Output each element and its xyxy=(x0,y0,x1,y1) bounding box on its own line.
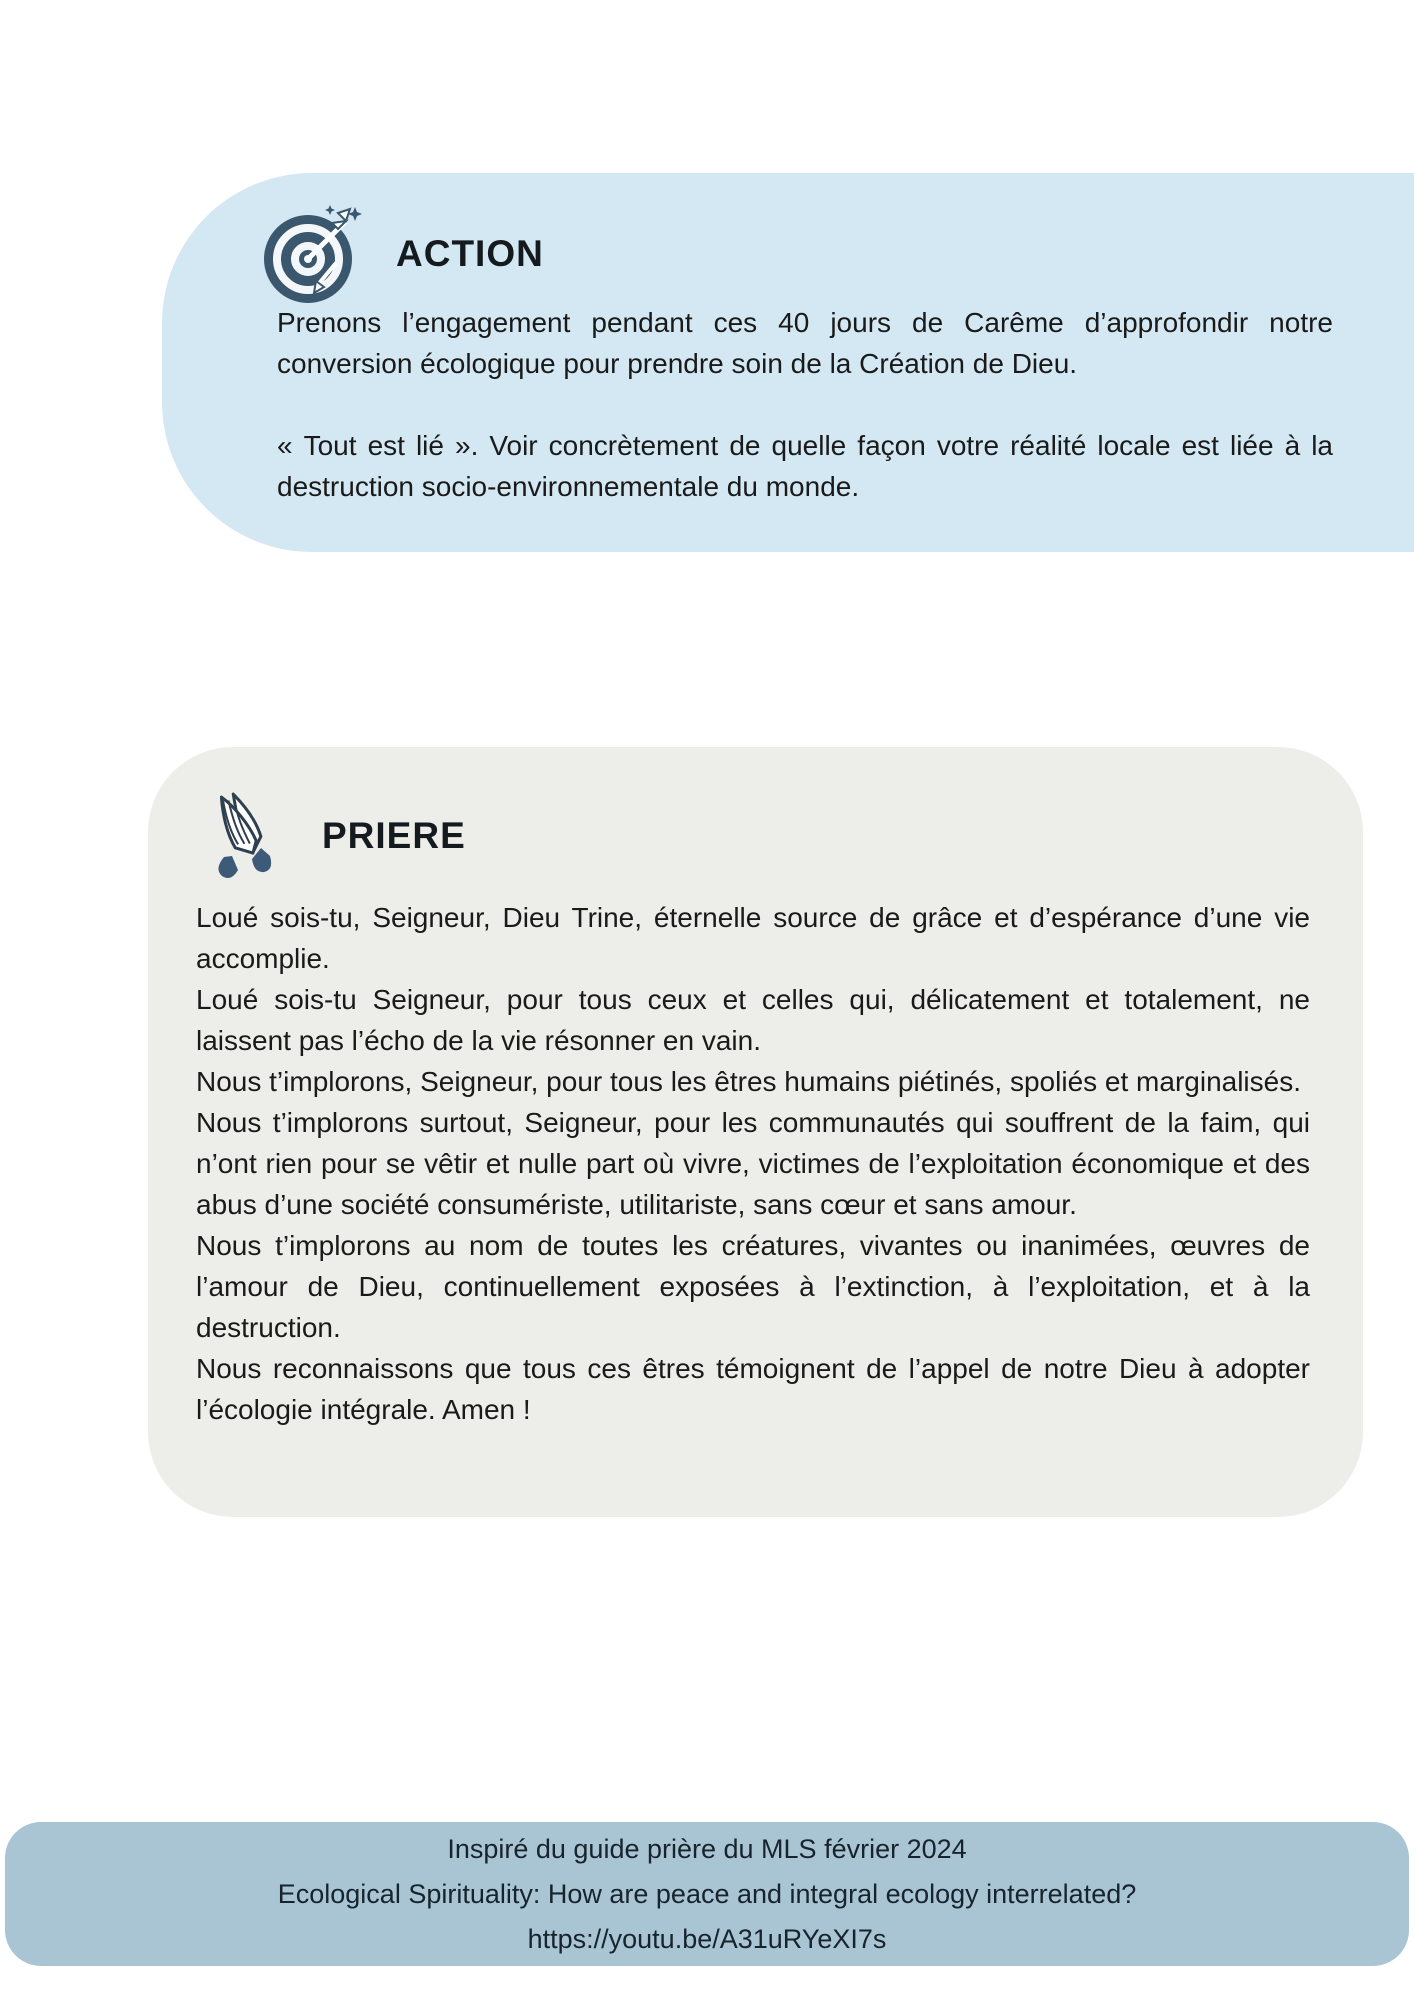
action-card-header xyxy=(258,201,544,307)
prayer-paragraph: Nous reconnaissons que tous ces êtres témoignent de l’appel de notre Dieu à adopter l’écologie intégrale. Amen ! xyxy=(196,1353,1310,1425)
prayer-paragraph: Loué sois-tu, Seigneur, Dieu Trine, éternelle source de grâce et d’espérance d’une vie accomplie. xyxy=(196,902,1310,974)
prayer-paragraph: Nous t’implorons au nom de toutes les créatures, vivantes ou inanimées, œuvres de l’amour de Dieu, continuellement exposées à l’extinction, à l’exploitation, et à la destruction. xyxy=(196,1230,1310,1343)
action-title: ACTION xyxy=(396,233,544,274)
praying-hands-icon xyxy=(194,783,294,889)
footer-credit-line: Inspiré du guide prière du MLS février 2024 xyxy=(447,1833,967,1864)
prayer-paragraph: Nous t’implorons, Seigneur, pour tous les êtres humains piétinés, spoliés et marginalisés. xyxy=(196,1066,1302,1097)
footer xyxy=(5,1822,1409,1966)
action-card xyxy=(162,173,1414,552)
prayer-title: PRIERE xyxy=(322,815,466,856)
footer-credit-line: Ecological Spirituality: How are peace and integral ecology interrelated? xyxy=(277,1878,1137,1909)
prayer-paragraph: Loué sois-tu Seigneur, pour tous ceux et celles qui, délicatement et totalement, ne laissent pas l’écho de la vie résonner en vain. xyxy=(196,984,1310,1056)
prayer-card xyxy=(148,747,1363,1517)
prayer-paragraph: Nous t’implorons surtout, Seigneur, pour les communautés qui souffrent de la faim, qui n’ont rien pour se vêtir et nulle part où vivre, victimes de l’exploitation économique et des abus d’une société consumériste, utilitariste, sans cœur et sans amour. xyxy=(196,1107,1310,1220)
prayer-body xyxy=(196,897,1310,1430)
target-arrow-icon xyxy=(258,201,364,307)
action-paragraph: Prenons l’engagement pendant ces 40 jours de Carême d’approfondir notre conversion écologique pour prendre soin de la Création de Dieu. xyxy=(277,307,1333,379)
prayer-card-header xyxy=(194,783,466,889)
action-paragraph: « Tout est lié ». Voir concrètement de quelle façon votre réalité locale est liée à la destruction socio-environnementale du monde. xyxy=(277,430,1333,502)
footer-url-link[interactable]: https://youtu.be/A31uRYeXI7s xyxy=(527,1923,887,1954)
action-body xyxy=(277,302,1333,507)
